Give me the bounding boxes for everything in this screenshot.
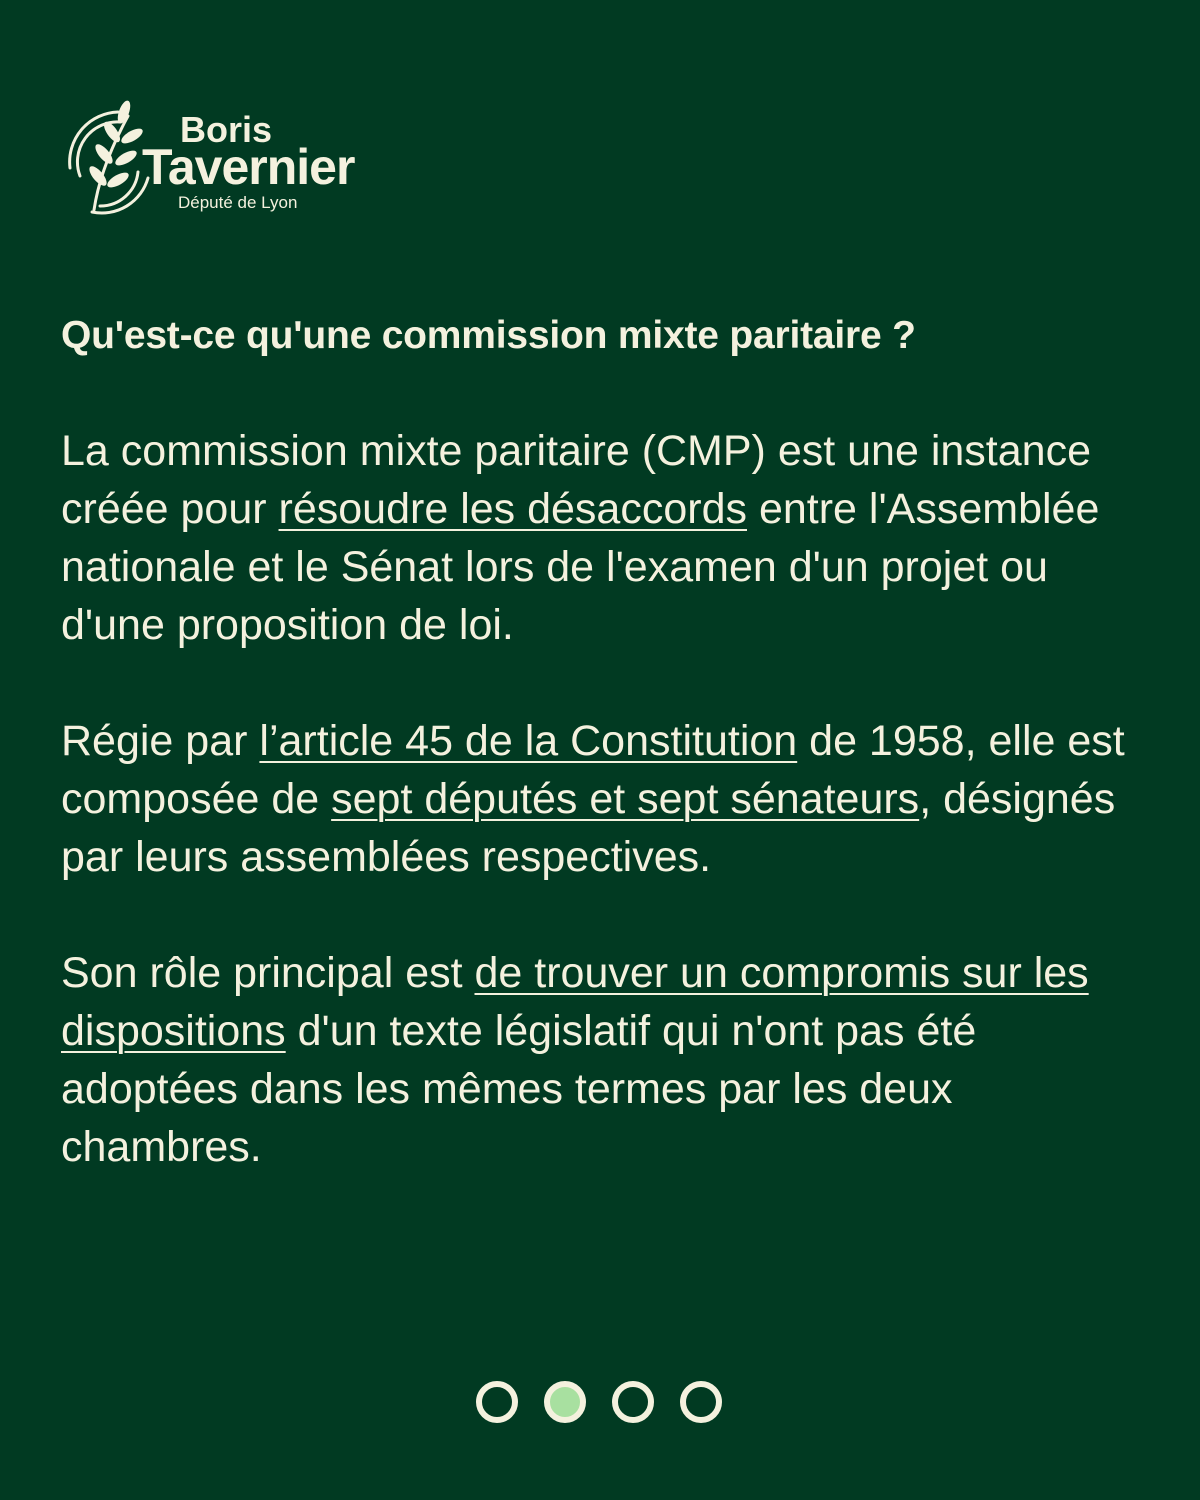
text-run: entre l'Assemblée nationale et le Sénat lors de l'examen d'un projet ou d'une proposition de loi. <box>61 485 1100 649</box>
pagination-dot-3[interactable] <box>612 1381 654 1423</box>
brand-logo <box>58 98 418 218</box>
pagination-dot-4[interactable] <box>680 1381 722 1423</box>
logo-last-name: Tavernier <box>142 139 355 195</box>
main-content <box>61 308 1151 1176</box>
logo-first-name: Boris <box>180 109 273 150</box>
pagination-dot-1[interactable] <box>476 1381 518 1423</box>
text-run: d'un texte législatif qui n'ont pas été adoptées dans les mêmes termes par les deux chambres. <box>61 1007 977 1171</box>
underlined-phrase: de trouver un compromis sur les dispositions <box>61 949 1089 1055</box>
text-run: de 1958, elle est composée de <box>61 717 1125 823</box>
underlined-phrase: sept députés et sept sénateurs <box>331 775 920 823</box>
carousel-pagination <box>476 1381 726 1425</box>
paragraph-composition <box>61 712 1151 886</box>
pagination-dot-2[interactable] <box>544 1381 586 1423</box>
text-run: , désignés par leurs assemblées respectives. <box>61 775 1116 881</box>
text-run: Régie par <box>61 717 260 765</box>
paragraph-role <box>61 944 1151 1176</box>
logo-subtitle: Député de Lyon <box>178 193 298 212</box>
paragraph-definition <box>61 422 1151 654</box>
text-run: La commission mixte paritaire (CMP) est une instance créée pour <box>61 427 1091 533</box>
underlined-phrase: résoudre les désaccords <box>278 485 747 533</box>
underlined-phrase: l’article 45 de la Constitution <box>259 717 798 765</box>
page-title: Qu'est-ce qu'une commission mixte paritaire ? <box>61 314 916 357</box>
text-run: Son rôle principal est <box>61 949 475 997</box>
